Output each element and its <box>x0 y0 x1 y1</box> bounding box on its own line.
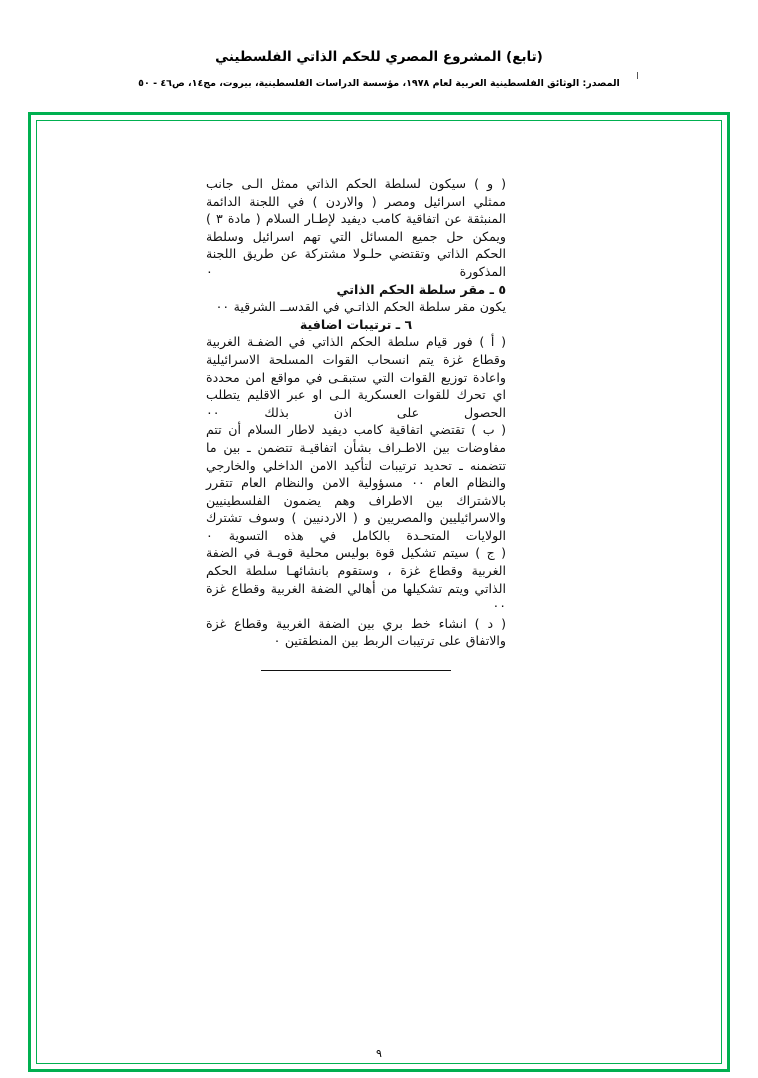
paragraph-clause-w: ( و ) سيكون لسلطة الحكم الذاتي ممثل الـى جانب ممثلي اسرائيل ومصر ( والاردن ) في اللجنة الدائمة المنبثقة عن اتفاقية كامب ديفيد لإطـار السلام ( مادة ٣ ) ويمكن حل جميع المسائل التي تهم اسرائيل وسلطة الحكم الذاتي وتقتضي حلـولا مشتركة عن طريق اللجنة المذكورة ٠ <box>206 176 507 279</box>
heading-section-5: ٥ ـ مقر سلطة الحكم الذاتي <box>336 281 506 297</box>
page-number: ٩ <box>376 1047 382 1060</box>
page-title: (تابع) المشروع المصري للحكم الذاتي الفلسطيني <box>215 49 543 65</box>
paragraph-clause-c: ( ج ) سيتم تشكيل قوة بوليس محلية قويـة في الضفة الغربية وقطاع غزة ، وستقوم بانشائهـا سلطة الحكم الذاتي ويتم تشكيلها من أهالي الضفة الغربية وقطاع غزة ٠٠ <box>206 545 506 614</box>
paragraph-clause-a: ( أ ) فور قيام سلطة الحكم الذاتي في الضفـة الغربية وقطاع غزة يتم انسحاب القوات المسلحة الاسرائيلية واعادة توزيع القوات التي ستبقـى في مواقع امن محددة اي تحرك للقوات العسكرية الـى او عبر الاقليم يتطلب الحصول على اذن بذلك ٠٠ <box>206 334 506 420</box>
section-divider <box>206 670 506 671</box>
document-header <box>0 48 758 89</box>
document-body <box>206 175 506 671</box>
paragraph-clause-d: ( د ) انشاء خط بري بين الضفة الغربية وقطاع غزة والاتفاق على ترتيبات الربط بين المنطقتين ٠ <box>206 615 506 649</box>
paragraph-clause-b: ( ب ) تقتضي اتفاقية كامب ديفيد لاطار السلام أن تتم مفاوضات بين الاطـراف بشأن اتفاقيـة تتضمن ـ بين ما تتضمنه ـ تحديد ترتيبات لتأكيد الامن الداخلي والخارجي والنظام العام ٠٠ مسؤولية الامن والنظام العام تتقرر بالاشتراك بين الاطراف وهم يضمون الفلسطينيين والاسرائيليين والمصريين و ( الاردنيين ) وسوف تشترك الولايات المتحـدة بالكامل في هذه التسوية ٠ <box>206 422 506 543</box>
heading-section-6: ٦ ـ ترتيبات اضافية <box>299 316 413 332</box>
scan-artifact-tick <box>637 72 638 79</box>
paragraph-section-5-body: يكون مقر سلطة الحكم الذاتـي في القدســ الشرقية ٠٠ <box>215 299 506 315</box>
source-citation: المصدر: الوثائق الفلسطينية العربية لعام ١٩٧٨، مؤسسة الدراسات الفلسطينية، بيروت، مج١٤، ص٤٦ - ٥٠ <box>138 77 620 89</box>
divider-line <box>261 670 451 671</box>
